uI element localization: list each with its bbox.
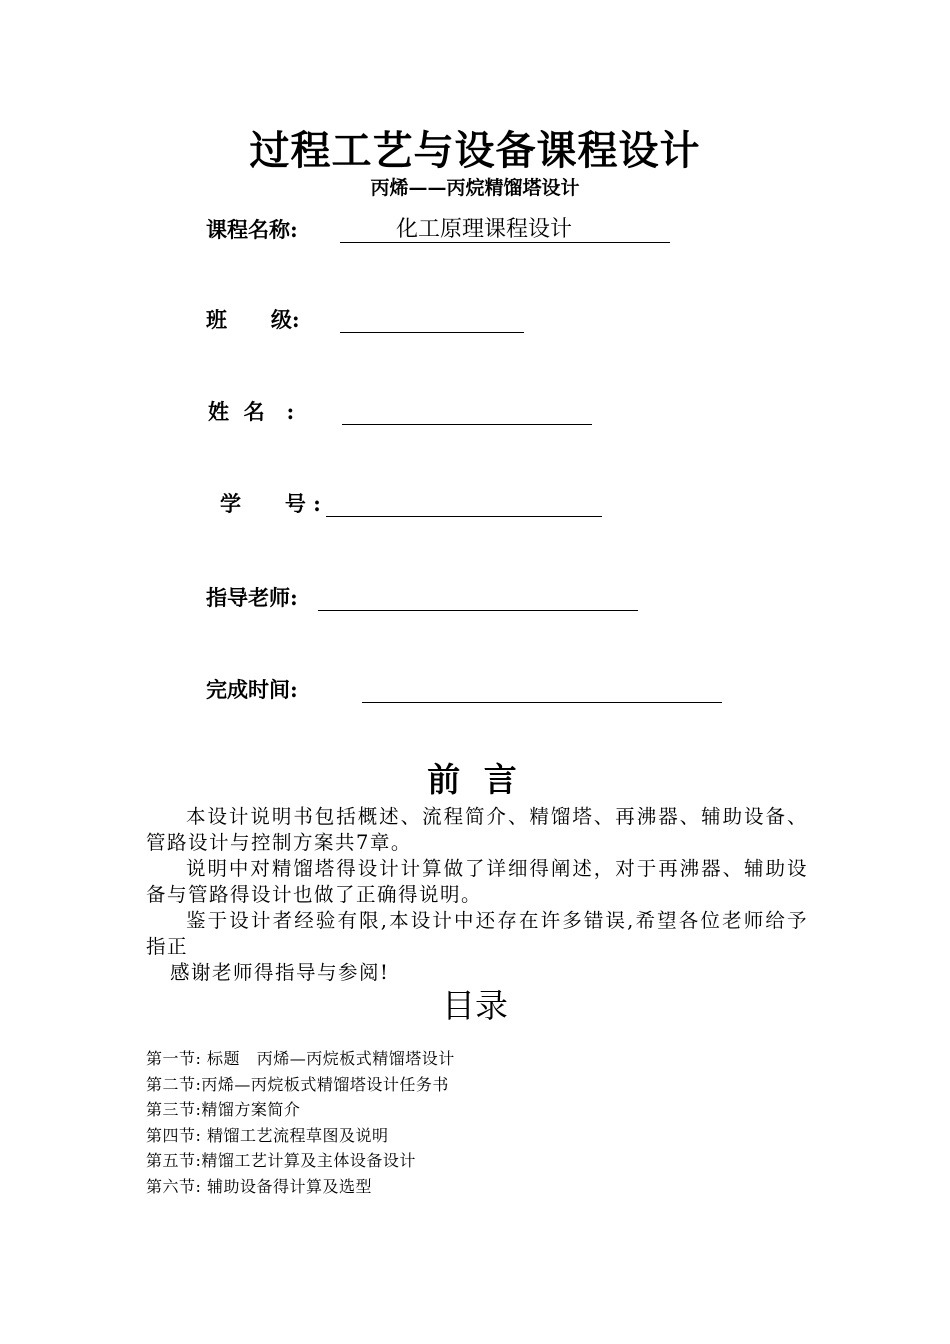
toc-item-text: 丙烯—丙烷板式精馏塔设计任务书 [201, 1074, 449, 1094]
finish-time-underline [362, 702, 722, 703]
table-of-contents [146, 1046, 846, 1199]
course-name-field [206, 216, 686, 250]
toc-item-text: 精馏工艺计算及主体设备设计 [201, 1151, 416, 1170]
advisor-label: 指导老师: [206, 585, 298, 610]
toc-item-prefix: 第一节: [146, 1049, 202, 1068]
toc-item[interactable] [146, 1123, 846, 1149]
toc-heading: 目录 [442, 986, 508, 1025]
course-name-value: 化工原理课程设计 [396, 217, 573, 242]
preface-paragraph: 说明中对精馏塔得设计计算做了详细得阐述，对于再沸器、辅助设备与管路得设计也做了正确得说明。 [146, 857, 808, 906]
name-label: 姓 名 : [208, 399, 295, 424]
toc-item[interactable] [146, 1046, 846, 1072]
course-name-underline [340, 242, 670, 243]
toc-item[interactable] [146, 1097, 846, 1123]
course-name-label: 课程名称: [206, 217, 298, 242]
student-id-underline [326, 516, 602, 517]
toc-item-text: 精馏工艺流程草图及说明 [201, 1125, 389, 1145]
preface-heading: 前 言 [427, 760, 523, 799]
toc-item-text: 标题 丙烯—丙烷板式精馏塔设计 [201, 1049, 455, 1068]
toc-item-prefix: 第五节: [146, 1151, 202, 1170]
student-id-field [220, 490, 640, 524]
student-id-label: 学 号 : [220, 491, 321, 516]
preface-paragraph: 鉴于设计者经验有限,本设计中还存在许多错误,希望各位老师给予指正 [146, 909, 808, 958]
toc-item[interactable] [146, 1174, 846, 1200]
toc-item-text: 辅助设备得计算及选型 [201, 1176, 372, 1196]
preface-body [146, 804, 808, 986]
document-subtitle: 丙烯——丙烷精馏塔设计 [370, 177, 580, 199]
class-label: 班 级: [206, 307, 300, 332]
advisor-underline [318, 610, 638, 611]
advisor-field [206, 584, 666, 618]
name-underline [342, 424, 592, 425]
finish-time-field [206, 676, 746, 710]
class-field [206, 306, 606, 340]
toc-item[interactable] [146, 1072, 846, 1098]
toc-item-prefix: 第二节: [146, 1074, 202, 1094]
document-title: 过程工艺与设备课程设计 [249, 127, 701, 174]
preface-paragraph: 感谢老师得指导与参阅! [170, 961, 390, 984]
toc-item-prefix: 第四节: [146, 1125, 202, 1145]
toc-item-prefix: 第六节: [146, 1176, 202, 1196]
class-underline [340, 332, 524, 333]
toc-item-prefix: 第三节: [146, 1100, 202, 1119]
preface-paragraph: 本设计说明书包括概述、流程简介、精馏塔、再沸器、辅助设备、管路设计与控制方案共7章。 [146, 805, 808, 854]
toc-item-text: 精馏方案简介 [201, 1100, 301, 1119]
name-field [208, 398, 628, 432]
finish-time-label: 完成时间: [206, 677, 298, 702]
toc-item[interactable] [146, 1148, 846, 1174]
